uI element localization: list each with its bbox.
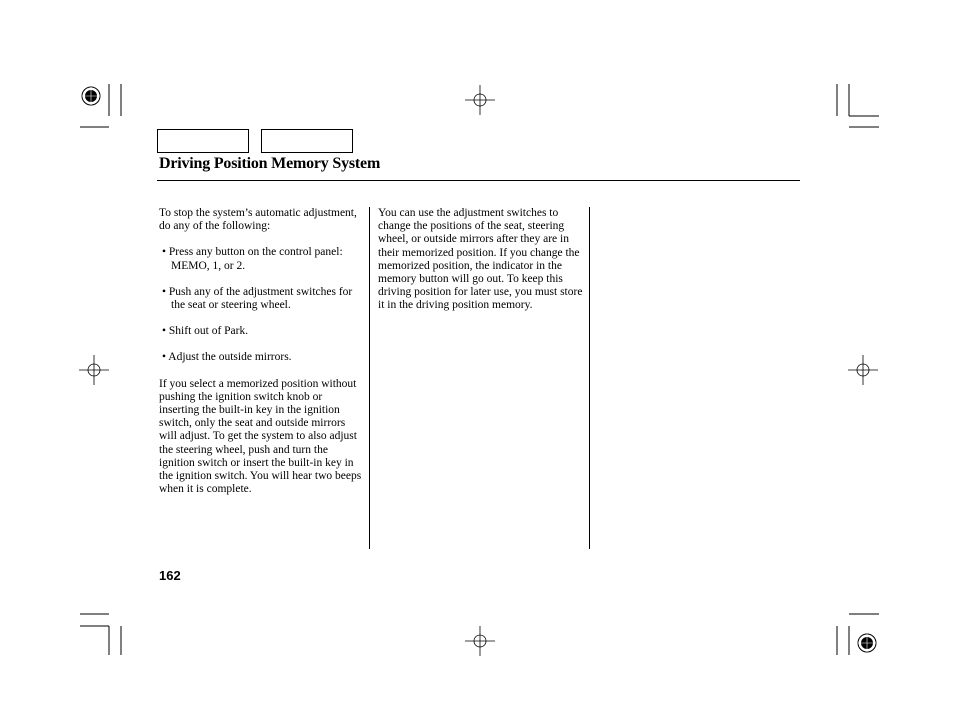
bullet-item: • Press any button on the control panel: MEMO, 1, or 2. [162, 246, 343, 272]
crosshair-top-center [465, 85, 495, 115]
left-column [159, 207, 364, 496]
crosshair-middle-left [79, 355, 109, 385]
column-divider-left [369, 207, 370, 549]
header-tab-1 [157, 129, 249, 153]
bullet-item: • Push any of the adjustment switches for the seat or steering wheel. [162, 285, 353, 312]
title-rule [157, 180, 800, 181]
body-paragraph: You can use the adjustment switches to change the positions of the seat, steering wheel, or outside mirrors after they are in their memorized position. If you change the memorized position, the indicator in the memory button will go out. To keep this driving position for later use, you must store it in the driving position memory. [378, 207, 583, 312]
middle-column [378, 207, 583, 313]
bullet-item: • Shift out of Park. [162, 325, 249, 338]
bullet-item: • Adjust the outside mirrors. [162, 351, 292, 364]
crosshair-middle-right [848, 355, 878, 385]
body-paragraph: If you select a memorized position without pushing the ignition switch knob or inserting the built-in key in the ignition switch, only the seat and outside mirrors will adjust. To get the system to also adjust the steering wheel, push and turn the ignition switch or insert the built-in key in the ignition switch. You will hear two beeps when it is complete. [159, 377, 362, 496]
header-tab-2 [261, 129, 353, 153]
page-number: 162 [159, 568, 181, 583]
crosshair-bottom-center [465, 626, 495, 656]
registration-target-bottom-right [858, 634, 876, 652]
intro-text: To stop the system’s automatic adjustment, do any of the following: [159, 207, 357, 233]
section-title: Driving Position Memory System [159, 155, 381, 172]
column-divider-right [589, 207, 590, 549]
registration-target-top-left [82, 87, 100, 105]
